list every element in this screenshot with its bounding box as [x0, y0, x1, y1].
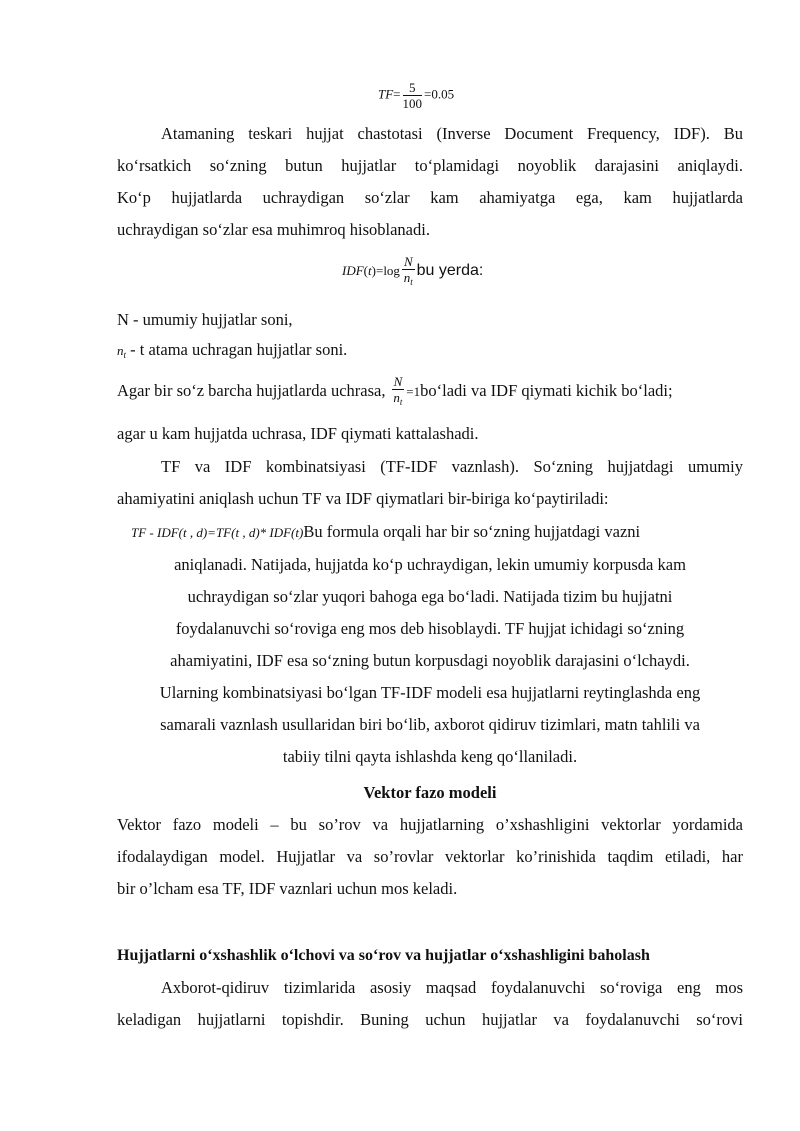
formula-tfidf-expr: TF - IDF(t , d)=TF(t , d)* IDF(t) — [131, 525, 304, 540]
formula-tf-lhs: TF — [378, 86, 394, 102]
paragraph-line: TF va IDF kombinatsiyasi (TF-IDF vaznlash). So‘zning hujjatdagi umumiy — [161, 457, 743, 476]
formula-idf-tail: bu yerda: — [416, 261, 484, 279]
formula-tf-den: 100 — [402, 96, 423, 111]
definition-nt-text: - t atama uchragan hujjatlar soni. — [126, 340, 348, 359]
formula-tf-fraction — [403, 80, 423, 111]
agar-den: n — [393, 390, 400, 405]
centered-line: ahamiyatini, IDF esa so‘zning butun korpusdagi noyoblik darajasini o‘lchaydi. — [170, 651, 690, 670]
centered-line: tabiiy tilni qayta ishlashda keng qo‘llaniladi. — [282, 747, 578, 766]
paragraph-line: Axborot-qidiruv tizimlarida asosiy maqsad foydalanuvchi so‘roviga eng mos — [161, 978, 743, 997]
agar-fraction — [392, 374, 405, 410]
paragraph-idf — [117, 118, 743, 246]
formula-idf-fraction — [402, 254, 415, 290]
centered-line: aniqlanadi. Natijada, hujjatda ko‘p uchraydigan, lekin umumiy korpusda kam — [174, 555, 686, 574]
agar-num: N — [393, 374, 403, 389]
centered-line: uchraydigan so‘zlar yuqori bahoga ega bo‘ladi. Natijada tizim bu hujjatni — [187, 587, 673, 606]
paragraph-line: uchraydigan so‘zlar esa muhimroq hisoblanadi. — [117, 220, 430, 239]
paragraph-line: Ko‘p hujjatlarda uchraydigan so‘zlar kam ahamiyatga ega, kam hujjatlarda — [117, 188, 743, 207]
formula-tf-eq: = — [393, 86, 401, 102]
definition-nt-sub: t — [123, 350, 127, 360]
formula-tfidf-tail: Bu formula orqali har bir so‘zning hujjatdagi vazni — [303, 522, 641, 541]
paragraph-centered — [117, 549, 743, 773]
formula-idf-arg: t — [368, 262, 372, 278]
paragraph-agar — [117, 374, 743, 410]
paragraph-line: bir o’lcham esa TF, IDF vaznlari uchun mos keladi. — [117, 879, 458, 898]
formula-tfidf-line — [117, 516, 743, 549]
centered-line: foydalanuvchi so‘roviga eng mos deb hisoblaydi. TF hujjat ichidagi so‘zning — [175, 619, 685, 638]
formula-idf: IDF(t)=log $\frac{N}{n_t}$ bu yerda: — [342, 254, 483, 290]
formula-idf-den-sub: t — [410, 277, 413, 287]
heading-vector — [117, 777, 743, 809]
definition-n-text: N - umumiy hujjatlar soni, — [117, 310, 293, 329]
paragraph-line: Vektor fazo modeli – bu so’rov va hujjatlarning o’xshashligini vektorlar yordamida — [117, 815, 743, 834]
paragraph-line: ahamiyatini aniqlash uchun TF va IDF qiymatlari bir-biriga ko‘paytiriladi: — [117, 489, 609, 508]
formula-tf-result: 0.05 — [431, 86, 455, 102]
formula-idf-num: N — [403, 254, 413, 269]
formula-tf-num: 5 — [403, 80, 423, 96]
paragraph-line: ifodalaydigan model. Hujjatlar va so’rovlar vektorlar ko’rinishida taqdim etiladi, har — [117, 847, 743, 866]
formula-tf — [378, 80, 454, 111]
agar-den-sub: t — [399, 397, 403, 407]
agar-after: bo‘ladi va IDF qiymati kichik bo‘ladi; — [420, 380, 673, 400]
paragraph-agar-2 — [117, 418, 743, 450]
agar-before: Agar bir so‘z barcha hujjatlarda uchrasa, — [117, 380, 386, 400]
definition-nt-symbol: n — [117, 343, 124, 358]
heading-vector-text: Vektor fazo modeli — [363, 783, 497, 802]
formula-idf-lhs: IDF — [342, 262, 364, 278]
paragraph-tfidf — [117, 451, 743, 515]
paragraph-axborot — [117, 972, 743, 1036]
definition-n — [117, 304, 743, 336]
formula-idf-den: n — [403, 270, 411, 285]
centered-line: Ularning kombinatsiyasi bo‘lgan TF-IDF modeli esa hujjatlarni reytinglashda eng — [159, 683, 701, 702]
formula-idf-eq: =log — [375, 262, 400, 278]
formula-tf-eq2: = — [424, 86, 432, 102]
centered-line: samarali vaznlash usullaridan biri bo‘lib, axborot qidiruv tizimlari, matn tahlili va — [160, 715, 700, 734]
agar-eq: =1 — [406, 383, 421, 399]
agar-2-text: agar u kam hujjatda uchrasa, IDF qiymati kattalashadi. — [117, 424, 479, 443]
definition-nt — [117, 334, 743, 371]
paragraph-line: keladigan hujjatlarni topishdir. Buning uchun hujjatlar va foydalanuvchi so‘rovi — [117, 1010, 743, 1029]
paragraph-vector — [117, 809, 743, 905]
paragraph-line: Atamaning teskari hujjat chastotasi (Inverse Document Frequency, IDF). Bu — [161, 124, 743, 143]
heading-similarity — [117, 940, 743, 972]
heading-similarity-text: Hujjatlarni o‘xshashlik o‘lchovi va so‘rov va hujjatlar o‘xshashligini baholash — [117, 947, 650, 964]
paragraph-line: ko‘rsatkich so‘zning butun hujjatlar to‘plamidagi noyoblik darajasini aniqlaydi. — [117, 156, 743, 175]
